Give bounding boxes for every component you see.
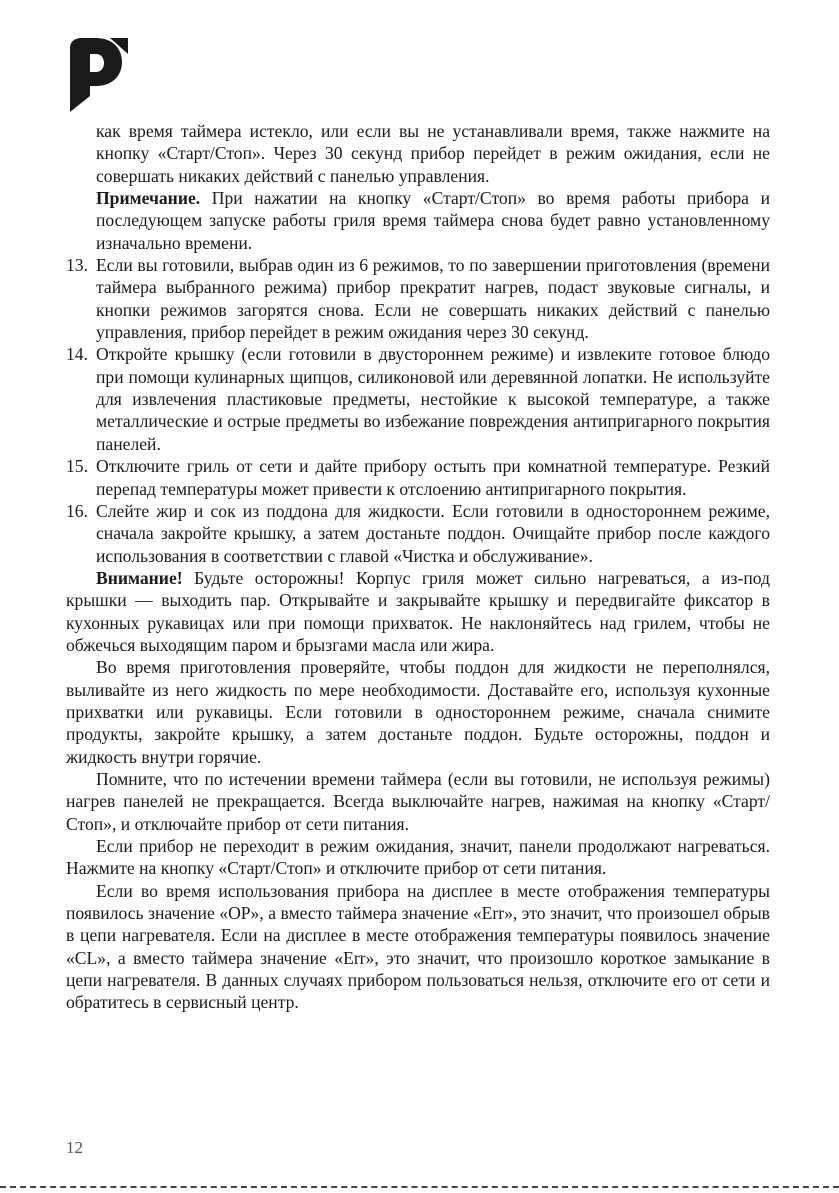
warning-text: Будьте осторожны! Корпус гриля может сильно нагреваться, а из-под крышки — выходить пар. Открывайте и закрывайте крышку и передвигайте фиксатор в кухонных рукавицах или при помощи прихваток. Не наклоняйтесь над грилем, чтобы не обжечься выходящим паром и брызгами масла или жира. bbox=[66, 567, 770, 655]
warning-paragraph bbox=[66, 567, 770, 656]
list-item bbox=[66, 343, 770, 455]
warning-label: Внимание! bbox=[96, 567, 183, 588]
bottom-divider bbox=[0, 1186, 839, 1188]
list-item-number: 13. bbox=[66, 255, 88, 276]
manual-text bbox=[66, 120, 770, 1014]
body-paragraph: Помните, что по истечении времени таймера (если вы готовили, не используя режимы) нагрев панелей не прекращается. Всегда выключайте нагрев, нажимая на кнопку «Старт/Стоп», и отключайте прибор от сети питания. bbox=[66, 768, 770, 834]
list-item-number: 16. bbox=[66, 500, 88, 521]
list-item-text: Если вы готовили, выбрав один из 6 режимов, то по завершении приготовления (времени таймера выбранного режима) прибор прекратит нагрев, подаст звуковые сигналы, и кнопки режимов загорятся снова. Если не совершать никаких действий с панелью управления, прибор перейдет в режим ожидания через 30 секунд. bbox=[96, 255, 770, 343]
body-paragraph: Если прибор не переходит в режим ожидания, значит, панели продолжают нагреваться. Нажмите на кнопку «Старт/Стоп» и отключите прибор от сети питания. bbox=[66, 836, 770, 879]
note-text: При нажатии на кнопку «Старт/Стоп» во время работы прибора и последующем запуске работы гриля время таймера снова будет равно установленному изначально времени. bbox=[96, 188, 770, 253]
list-item bbox=[66, 254, 770, 343]
note-paragraph bbox=[66, 187, 770, 254]
continuation-paragraph: как время таймера истекло, или если вы не устанавливали время, также нажмите на кнопку «Старт/Стоп». Через 30 секунд прибор перейдет в режим ожидания, если не совершать никаких действий с панелью управления. bbox=[96, 121, 770, 186]
note-label: Примечание. bbox=[96, 188, 201, 209]
page-number: 12 bbox=[66, 1138, 83, 1157]
list-item-text: Слейте жир и сок из поддона для жидкости. Если готовили в одностороннем режиме, сначала закройте крышку, а затем достаньте поддон. Очищайте прибор после каждого использования в соответствии с главой «Чистка и обслуживание». bbox=[96, 500, 770, 566]
body-paragraph: Во время приготовления проверяйте, чтобы поддон для жидкости не переполнялся, выливайте из него жидкость по мере необходимости. Доставайте его, используя кухонные прихватки или рукавицы. Если готовили в одностороннем режиме, сначала снимите продукты, закройте крышку, а затем достаньте поддон. Будьте осторожны, поддон и жидкость внутри горячие. bbox=[66, 657, 770, 767]
list-item-text: Откройте крышку (если готовили в двустороннем режиме) и извлеките готовое блюдо при помощи кулинарных щипцов, силиконовой или деревянной лопатки. Не используйте для извлечения пластиковые предметы, нестойкие к высокой температуре, а также металлические и острые предметы во избежание повреждения антипригарного покрытия панелей. bbox=[96, 344, 770, 454]
list-item bbox=[66, 455, 770, 500]
list-item-number: 14. bbox=[66, 344, 88, 365]
brand-logo-icon bbox=[66, 38, 128, 116]
list-item-number: 15. bbox=[66, 456, 88, 477]
list-item-text: Отключите гриль от сети и дайте прибору остыть при комнатной температуре. Резкий перепад температуры может привести к отслоению антипригарного покрытия. bbox=[96, 456, 770, 499]
list-item bbox=[66, 500, 770, 567]
body-paragraph: Если во время использования прибора на дисплее в месте отображения температуры появилось значение «OP», а вместо таймера значение «Err», это значит, что произошел обрыв в цепи нагревателя. Если на дисплее в месте отображения температуры появилось значение «CL», а вместо таймера значение «Err», это значит, что произошло короткое замыкание в цепи нагревателя. В данных случаях прибором пользоваться нельзя, отключите его от сети и обратитесь в сервисный центр. bbox=[66, 880, 770, 1013]
